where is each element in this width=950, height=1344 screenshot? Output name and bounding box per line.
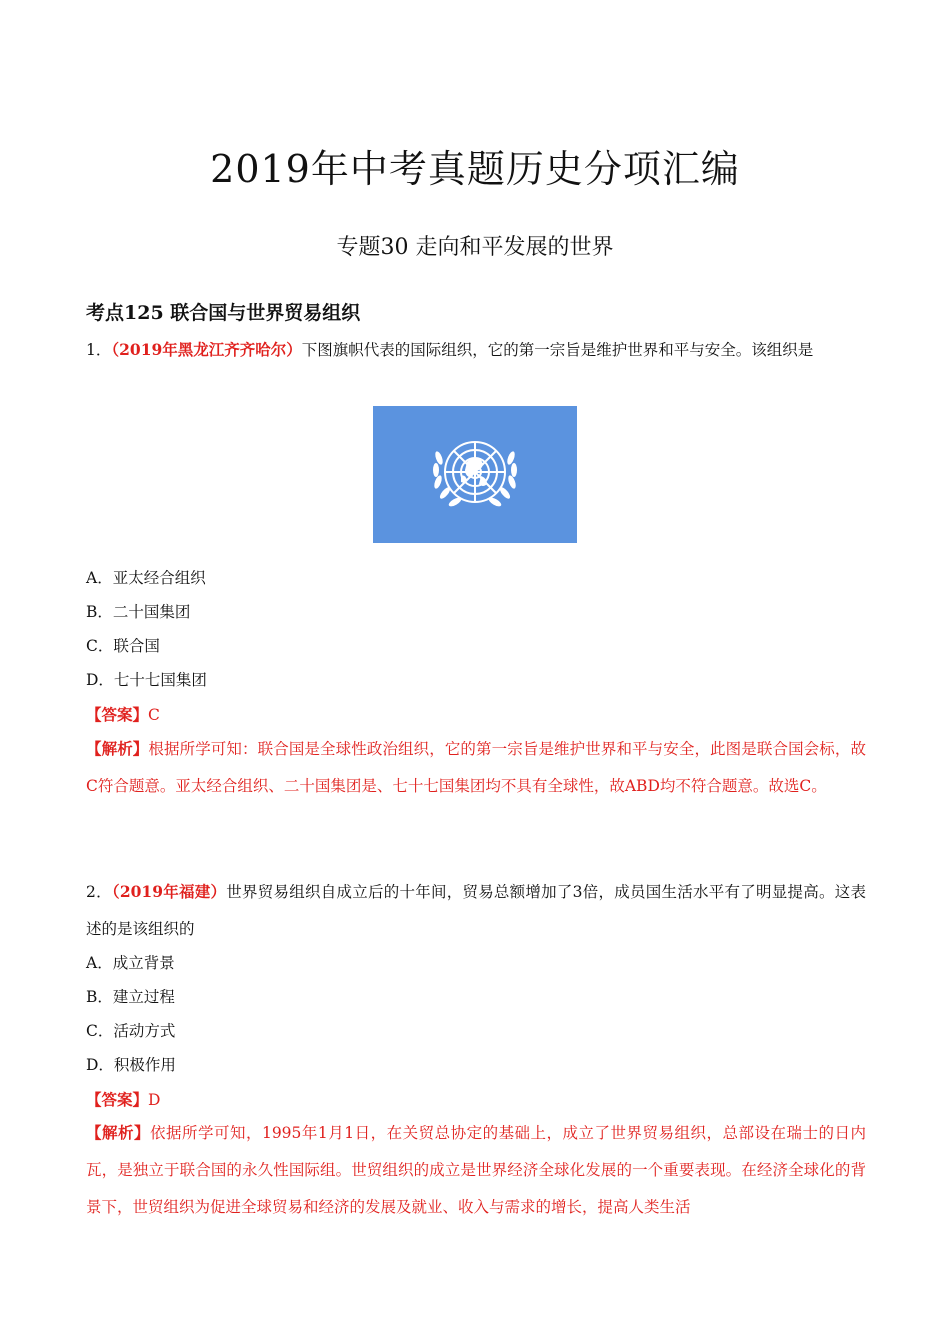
question-2-text: 世界贸易组织自成立后的十年间，贸易总额增加了3倍，成员国生活水平有了明显提高。这表述的是该组织的 — [86, 883, 866, 938]
question-2-number: 2． — [86, 883, 112, 901]
question-2-option-b: B．建立过程 — [86, 988, 175, 1006]
analysis-label: 【解析】 — [86, 739, 149, 758]
answer-value: D — [148, 1091, 161, 1109]
analysis-label: 【解析】 — [86, 1123, 150, 1142]
question-2-option-a: A．成立背景 — [86, 954, 175, 972]
section-heading: 考点125 联合国与世界贸易组织 — [86, 302, 361, 324]
question-2-analysis — [86, 1114, 866, 1226]
question-2-option-d: D．积极作用 — [86, 1056, 176, 1074]
analysis-text: 依据所学可知，1995年1月1日，在关贸总协定的基础上，成立了世界贸易组织，总部设在瑞士的日内瓦，是独立于联合国的永久性国际组。世贸组织的成立是世界经济全球化发展的一个重要表现。在经济全球化的背景下，世贸组织为促进全球贸易和经济的发展及就业、收入与需求的增长，提高人类生活 — [86, 1124, 866, 1216]
question-2-stem — [86, 873, 866, 948]
question-1-option-d: D．七十七国集团 — [86, 671, 207, 689]
question-1-number: 1． — [86, 341, 112, 359]
un-flag-image — [373, 406, 577, 543]
question-1-stem — [86, 331, 866, 369]
answer-label: 【答案】 — [86, 705, 149, 724]
analysis-text: 根据所学可知：联合国是全球性政治组织，它的第一宗旨是维护世界和平与安全，此图是联合国会标，故C符合题意。亚太经合组织、二十国集团是、七十七国集团均不具有全球性，故ABD均不符合题意。故选C。 — [86, 740, 866, 795]
answer-label: 【答案】 — [86, 1090, 149, 1109]
question-1-option-b: B．二十国集团 — [86, 603, 191, 621]
question-1-analysis — [86, 730, 866, 805]
question-2-answer — [86, 1088, 160, 1110]
topic-subtitle: 专题30 走向和平发展的世界 — [336, 235, 614, 260]
question-1-option-a: A．亚太经合组织 — [86, 569, 206, 587]
question-1-source: （2019年黑龙江齐齐哈尔） — [111, 340, 302, 359]
question-1-option-c: C．联合国 — [86, 637, 160, 655]
question-2-source: （2019年福建） — [111, 882, 227, 901]
answer-value: C — [148, 706, 160, 724]
document-title: 2019年中考真题历史分项汇编 — [210, 147, 740, 191]
question-1-answer — [86, 703, 160, 725]
question-2-option-c: C．活动方式 — [86, 1022, 176, 1040]
question-1-text: 下图旗帜代表的国际组织，它的第一宗旨是维护世界和平与安全。该组织是 — [301, 341, 814, 359]
un-flag-icon — [373, 406, 577, 543]
